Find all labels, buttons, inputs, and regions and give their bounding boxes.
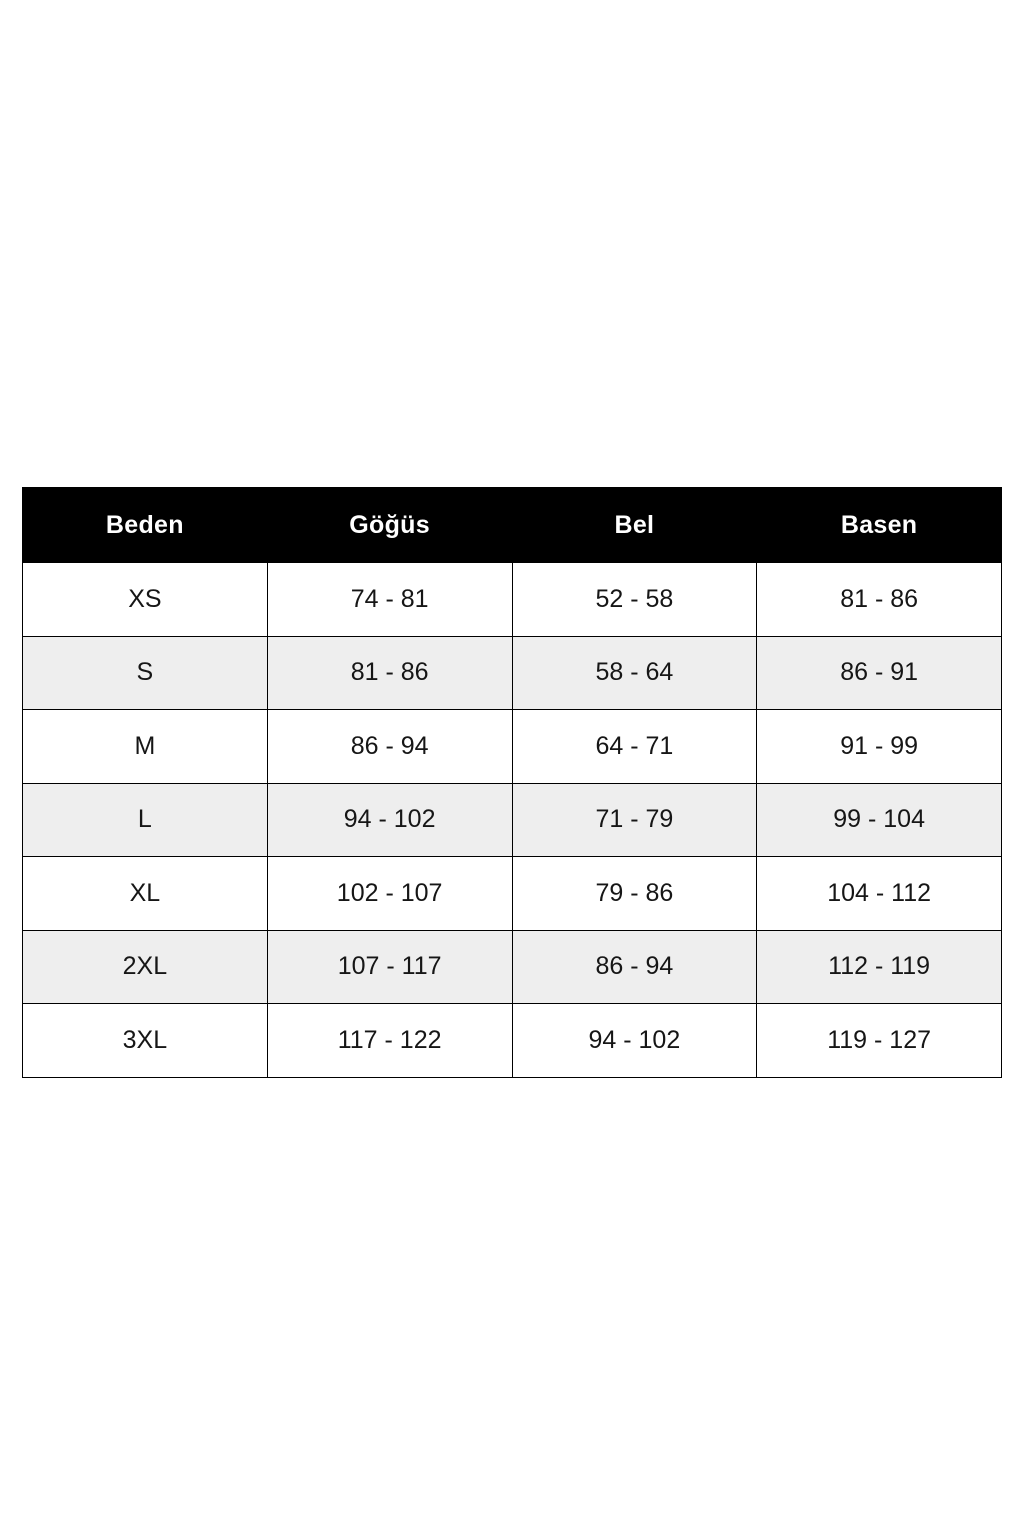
cell-chest: 94 - 102 — [267, 783, 512, 857]
cell-size: XL — [23, 857, 268, 931]
table-row — [23, 930, 1002, 1004]
cell-chest: 81 - 86 — [267, 636, 512, 710]
cell-waist: 58 - 64 — [512, 636, 757, 710]
column-header-gogus: Göğüs — [267, 488, 512, 563]
cell-hip: 99 - 104 — [757, 783, 1002, 857]
cell-waist: 86 - 94 — [512, 930, 757, 1004]
cell-chest: 102 - 107 — [267, 857, 512, 931]
cell-waist: 79 - 86 — [512, 857, 757, 931]
cell-hip: 119 - 127 — [757, 1004, 1002, 1078]
cell-size: S — [23, 636, 268, 710]
table-row — [23, 710, 1002, 784]
column-header-basen: Basen — [757, 488, 1002, 563]
cell-chest: 86 - 94 — [267, 710, 512, 784]
table-row — [23, 857, 1002, 931]
cell-chest: 117 - 122 — [267, 1004, 512, 1078]
cell-size: 2XL — [23, 930, 268, 1004]
cell-hip: 91 - 99 — [757, 710, 1002, 784]
column-header-beden: Beden — [23, 488, 268, 563]
column-header-bel: Bel — [512, 488, 757, 563]
cell-size: 3XL — [23, 1004, 268, 1078]
cell-hip: 104 - 112 — [757, 857, 1002, 931]
table-header — [23, 488, 1002, 563]
cell-chest: 74 - 81 — [267, 563, 512, 637]
table-body — [23, 563, 1002, 1078]
cell-waist: 71 - 79 — [512, 783, 757, 857]
cell-waist: 52 - 58 — [512, 563, 757, 637]
table-row — [23, 1004, 1002, 1078]
cell-hip: 86 - 91 — [757, 636, 1002, 710]
cell-waist: 64 - 71 — [512, 710, 757, 784]
cell-hip: 112 - 119 — [757, 930, 1002, 1004]
cell-hip: 81 - 86 — [757, 563, 1002, 637]
cell-chest: 107 - 117 — [267, 930, 512, 1004]
table-row — [23, 636, 1002, 710]
cell-size: L — [23, 783, 268, 857]
cell-waist: 94 - 102 — [512, 1004, 757, 1078]
size-guide-table — [22, 487, 1002, 1078]
table-header-row — [23, 488, 1002, 563]
cell-size: M — [23, 710, 268, 784]
table-row — [23, 563, 1002, 637]
table-row — [23, 783, 1002, 857]
size-chart — [22, 487, 1002, 1078]
cell-size: XS — [23, 563, 268, 637]
